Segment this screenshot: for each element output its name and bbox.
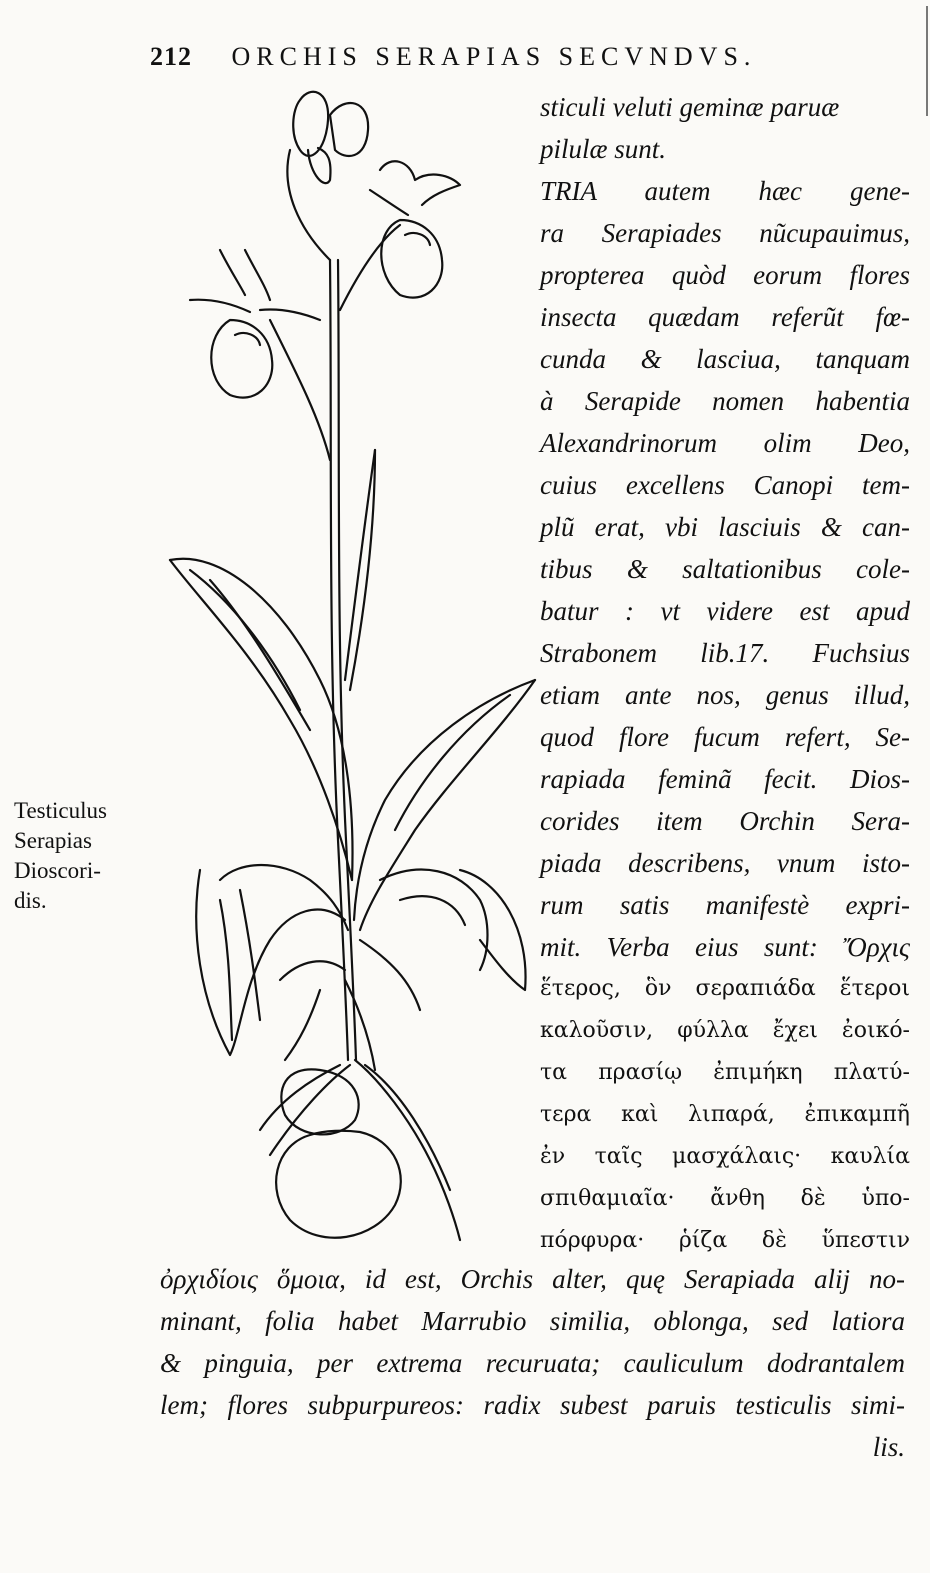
margin-note: [14, 796, 164, 916]
text-line: rum satis manifestè expri-: [540, 890, 910, 920]
greek-text-line: ἕτερος, ὃν σεραπιάδα ἕτεροι: [540, 976, 910, 1001]
orchid-woodcut-illustration: [160, 80, 540, 1250]
running-title: ORCHIS SERAPIAS SECVNDVS.: [231, 42, 757, 71]
text-line: sticuli veluti geminæ paruæ: [540, 92, 840, 122]
margin-note-line: Testiculus: [14, 798, 107, 823]
text-line: cunda & lasciua, tanquam: [540, 344, 910, 374]
greek-text-line: τα πρασίῳ ἐπιμήκη πλατύ-: [540, 1060, 910, 1085]
margin-note-line: Dioscori-: [14, 858, 101, 883]
text-line: insecta quædam referũt fœ-: [540, 302, 910, 332]
text-line: batur : vt videre est apud: [540, 596, 910, 626]
text-line: lem; flores subpurpureos: radix subest paruis testiculis simi-: [160, 1390, 905, 1420]
text-line: rapiada feminã fecit. Dios-: [540, 764, 910, 794]
greek-text-line: καλοῦσιν, φύλλα ἔχει ἐοικό-: [540, 1018, 910, 1043]
text-line: etiam ante nos, genus illud,: [540, 680, 910, 710]
text-line: minant, folia habet Marrubio similia, oblonga, sed latiora: [160, 1306, 905, 1336]
text-line: propterea quòd eorum flores: [540, 260, 910, 290]
text-line: plũ erat, vbi lasciuis & can-: [540, 512, 910, 542]
text-line: corides item Orchin Sera-: [540, 806, 910, 836]
text-line: pilulæ sunt.: [540, 134, 667, 164]
greek-text-line: σπιθαμιαῖα· ἄνθη δὲ ὑπο-: [540, 1186, 910, 1211]
margin-note-line: dis.: [14, 888, 47, 913]
text-line: à Serapide nomen habentia: [540, 386, 910, 416]
text-line: mit. Verba eius sunt: Ὄρχις: [540, 932, 910, 962]
text-line: tibus & saltationibus cole-: [540, 554, 910, 584]
page-edge-mark: [912, 6, 928, 116]
full-width-text: [160, 1258, 905, 1468]
text-line: cuius excellens Canopi tem-: [540, 470, 910, 500]
greek-text-line: πόρφυρα· ῥίζα δὲ ὕπεστιν: [540, 1228, 910, 1253]
page-number: 212: [150, 42, 192, 71]
text-line: quod flore fucum refert, Se-: [540, 722, 910, 752]
text-line: lis.: [872, 1432, 905, 1462]
text-line: ra Serapiades nũcupauimus,: [540, 218, 910, 248]
text-column: [540, 86, 910, 1262]
text-line: Strabonem lib.17. Fuchsius: [540, 638, 910, 668]
running-header: [150, 42, 850, 72]
greek-text-line: τερα καὶ λιπαρά, ἐπικαμπῆ: [540, 1102, 910, 1127]
greek-text-line: ἐν ταῖς μασχάλαις· καυλία: [540, 1144, 910, 1169]
text-line: ὀρχιδίοις ὅμοια, id est, Orchis alter, quę Serapiada alij no-: [160, 1264, 905, 1294]
text-line: Alexandrinorum olim Deo,: [540, 428, 910, 458]
text-line: piada describens, vnum isto-: [540, 848, 910, 878]
text-line: & pinguia, per extrema recuruata; cauliculum dodrantalem: [160, 1348, 905, 1378]
text-line: TRIA autem hæc gene-: [540, 176, 910, 206]
margin-note-line: Serapias: [14, 828, 92, 853]
